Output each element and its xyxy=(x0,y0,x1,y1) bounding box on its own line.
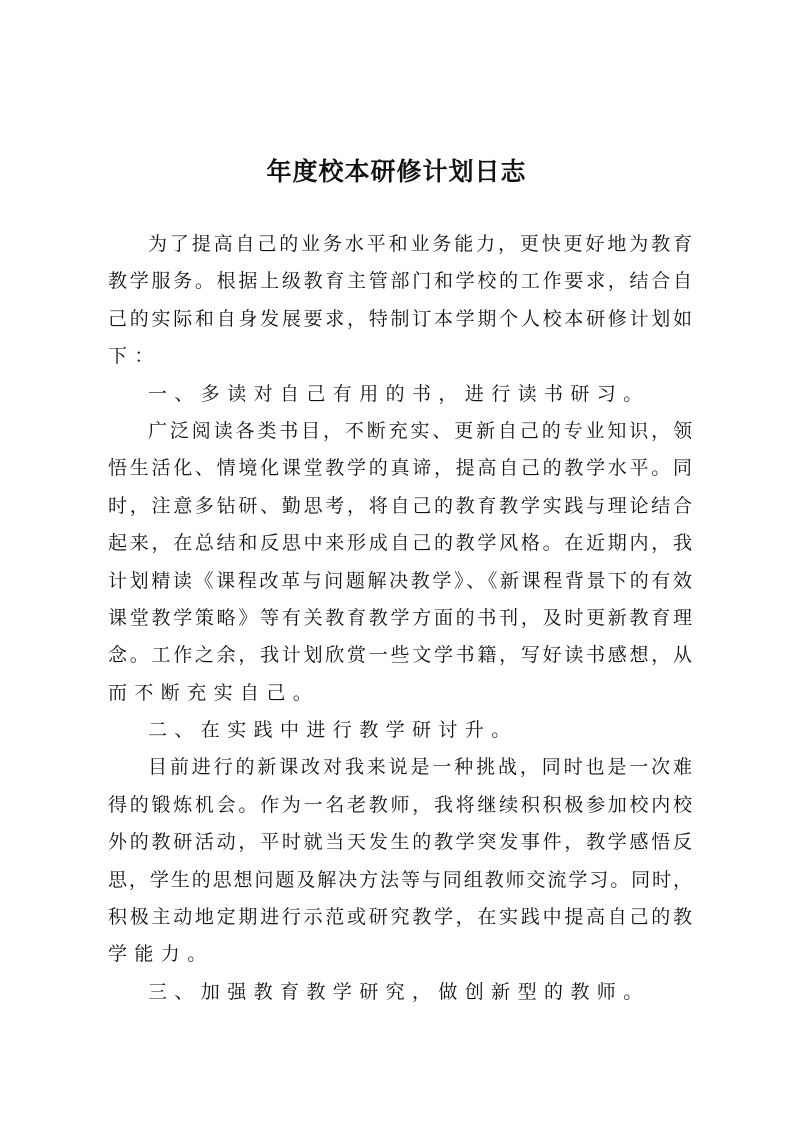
text-line: 得的锻炼机会。作为一名老教师，我将继续积积极参加校内校 xyxy=(108,793,692,816)
text-line: 二、在实践中进行教学研讨升。 xyxy=(148,719,518,742)
paragraph xyxy=(108,226,692,376)
text-line: 广泛阅读各类书目，不断充实、更新自己的专业知识，领 xyxy=(148,419,692,442)
text-line: 悟生活化、情境化课堂教学的真谛，提高自己的教学水平。同 xyxy=(108,457,692,480)
text-line: 起来，在总结和反思中来形成自己的教学风格。在近期内，我 xyxy=(108,532,692,555)
text-line: 三、加强教育教学研究，做创新型的教师。 xyxy=(148,980,650,1003)
text-line: 课堂教学策略》等有关教育教学方面的书刊，及时更新教育理 xyxy=(108,606,692,629)
text-line: 目前进行的新课改对我来说是一种挑战，同时也是一次难 xyxy=(148,756,692,779)
section-heading xyxy=(108,974,692,1011)
text-line: 一、多读对自己有用的书，进行读书研习。 xyxy=(148,382,650,405)
document-title: 年度校本研修计划日志 xyxy=(266,157,527,186)
text-line: 积极主动地定期进行示范或研究教学，在实践中提高自己的教 xyxy=(108,906,692,929)
text-line: 为了提高自己的业务水平和业务能力，更快更好地为教育 xyxy=(148,233,692,255)
text-line: 外的教研活动，平时就当天发生的教学突发事件，教学感悟反 xyxy=(108,831,692,854)
document-body xyxy=(108,226,692,1011)
text-line: 计划精读《课程改革与问题解决教学》、《新课程背景下的有效 xyxy=(108,569,692,592)
text-line: 时，注意多钻研、勤思考，将自己的教育教学实践与理论结合 xyxy=(108,494,692,517)
text-line: 思，学生的思想问题及解决方法等与同组教师交流学习。同时， xyxy=(108,868,692,891)
text-line: 念。工作之余，我计划欣赏一些文学书籍，写好读书感想，从 xyxy=(108,644,692,667)
section-heading xyxy=(108,376,692,413)
text-line: 下： xyxy=(108,345,161,368)
text-line: 而不断充实自己。 xyxy=(108,681,320,704)
text-line: 学能力。 xyxy=(108,943,214,966)
text-line: 己的实际和自身发展要求，特制订本学期个人校本研修计划如 xyxy=(108,307,692,330)
text-line: 教学服务。根据上级教育主管部门和学校的工作要求，结合自 xyxy=(108,270,692,293)
paragraph xyxy=(108,749,692,973)
paragraph xyxy=(108,413,692,712)
section-heading xyxy=(108,712,692,749)
